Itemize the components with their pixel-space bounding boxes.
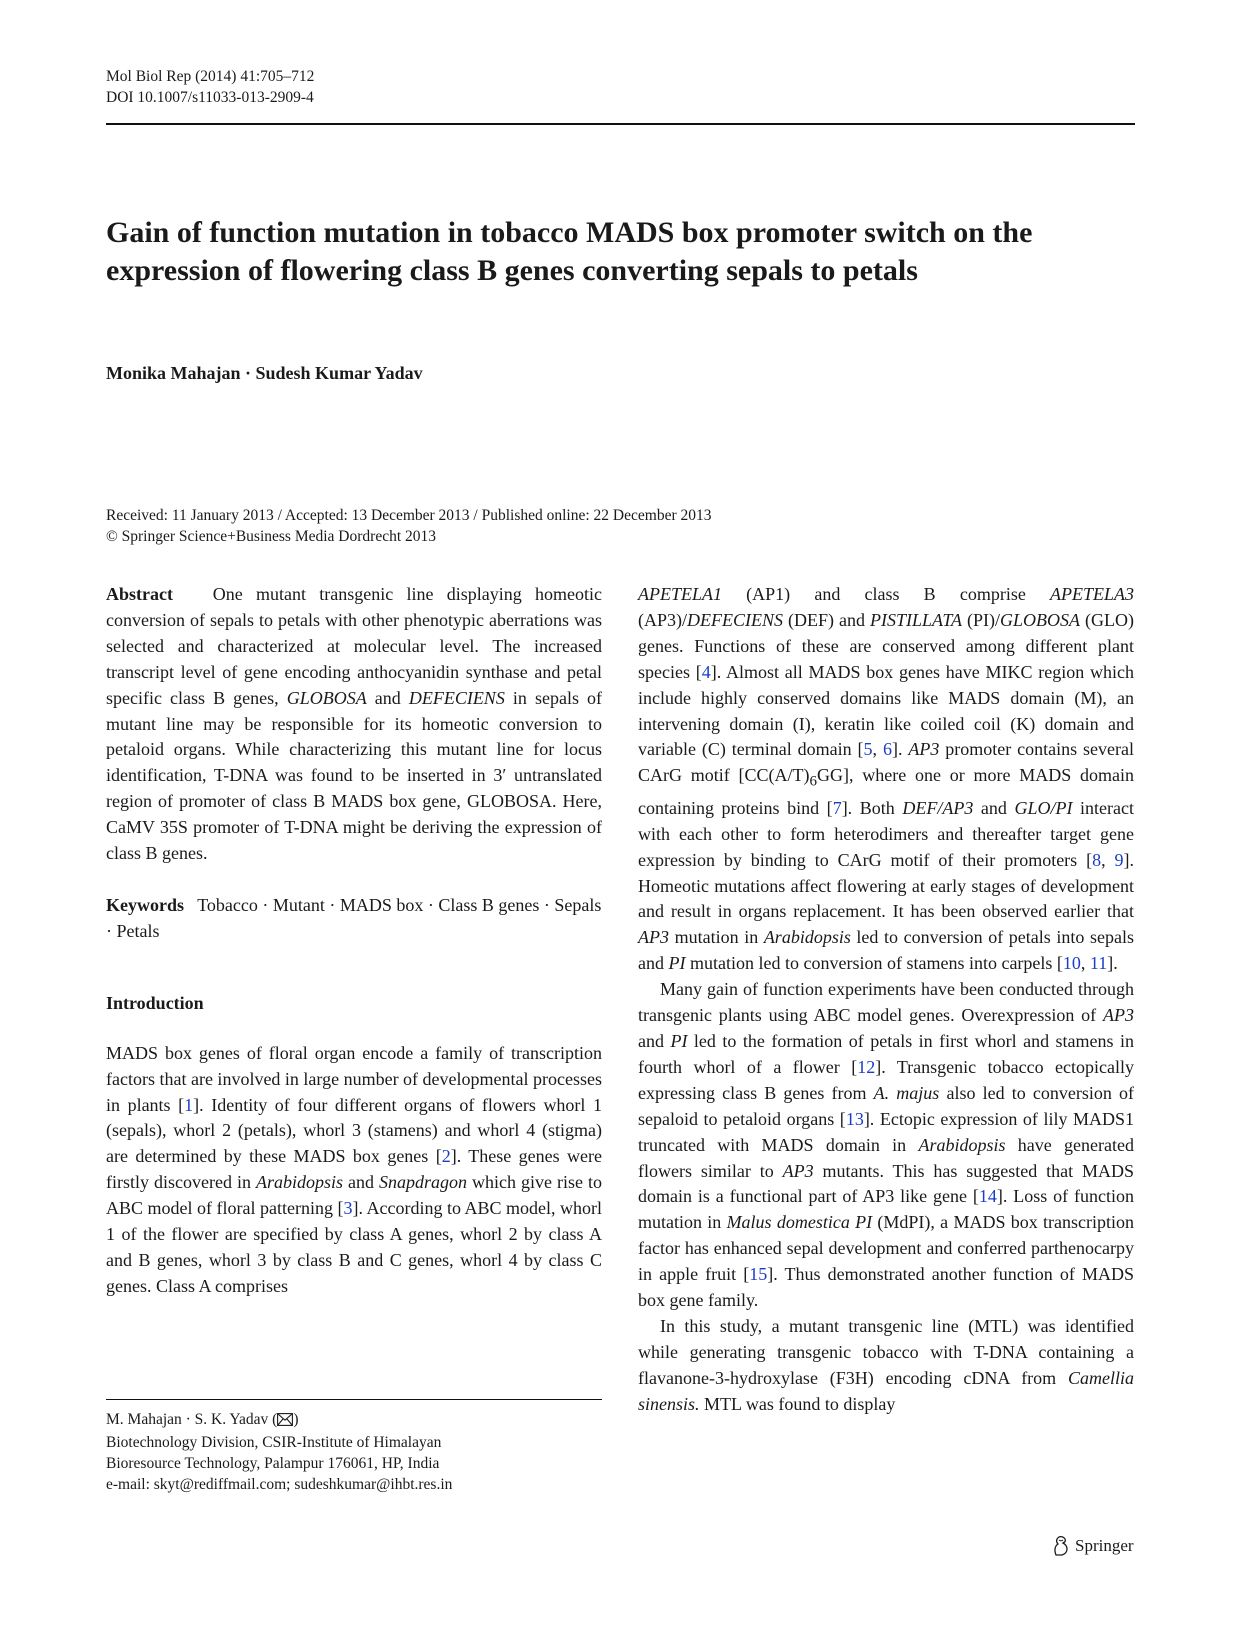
italic-run: Arabidopsis (763, 927, 851, 948)
affiliation-email[interactable]: e-mail: skyt@rediffmail.com; sudeshkumar@ihbt.res.in (106, 1476, 453, 1493)
ref-link[interactable]: 1 (184, 1094, 194, 1115)
text-run: In this study, a mutant transgenic line (MTL) was identified while generating transgenic tobacco with T-DNA containing a flavanone-3-hydroxylase (F3H) encoding cDNA from (638, 1315, 1134, 1388)
ref-link[interactable]: 3 (343, 1198, 353, 1219)
text-run: (PI)/ (962, 609, 1001, 630)
text-run: , (1080, 953, 1090, 974)
italic-run: AP3 (782, 1160, 814, 1181)
text-run: ]. Both (841, 797, 903, 818)
text-run: MTL was found to display (699, 1393, 896, 1414)
history-dates: Received: 11 January 2013 / Accepted: 13 December 2013 / Published online: 22 December 2013 (106, 507, 712, 524)
italic-run: AP3 (908, 739, 940, 760)
text-run: also led to conversion of sepaloid to petaloid organs [ (638, 1082, 1135, 1129)
text-run: interact with each other to form heterodimers and thereafter target gene expression by binding to CArG motif of their promoters [ (638, 797, 1135, 870)
italic-run: Camellia sinensis. (638, 1367, 1134, 1414)
affiliation-institute: Biotechnology Division, CSIR-Institute of Himalayan (106, 1434, 442, 1451)
ref-link[interactable]: 4 (701, 661, 711, 682)
text-run: ]. Homeotic mutations affect flowering at early stages of development and result in organs replacement. It has been observed earlier that (638, 849, 1134, 922)
text-run: (AP1) and class B comprise (722, 584, 1050, 604)
introduction-heading: Introduction (106, 992, 204, 1013)
right-column (638, 582, 1134, 1418)
subscript: 6 (809, 773, 818, 790)
italic-run: GLOBOSA (1000, 609, 1081, 630)
text-run: (DEF) and (783, 609, 870, 630)
copyright: © Springer Science+Business Media Dordrecht 2013 (106, 528, 437, 545)
ref-link[interactable]: 2 (441, 1146, 451, 1167)
text-run: and (343, 1172, 379, 1193)
text-run: led to conversion of petals into sepals and (638, 927, 1134, 974)
journal-header (106, 66, 314, 108)
publisher-logo (1050, 1535, 1134, 1557)
text-run: MADS box genes of floral organ encode a family of transcription factors that are involved in large number of developmental processes in plants [ (106, 1042, 602, 1115)
intro-paragraph-1-continued (638, 582, 1134, 977)
authors: Monika Mahajan · Sudesh Kumar Yadav (106, 363, 423, 383)
text-run: mutants. This has suggested that MADS domain is a functional part of AP3 like gene [ (638, 1160, 1134, 1207)
italic-run: DEFECIENS (687, 609, 783, 630)
abstract-text: in sepals of mutant line may be responsible for its homeotic conversion to petaloid organs. While characterizing this mutant line for locus identification, T-DNA was found to be inserted in 3′ untranslated region of promoter of class B MADS box gene, GLOBOSA. Here, CaMV 35S promoter of T-DNA might be deriving the expression of class B genes. (106, 687, 602, 864)
ref-link[interactable]: 5 (863, 739, 873, 760)
affiliation-names (106, 1409, 602, 1432)
text-run: ]. Identity of four different organs of flowers whorl 1 (sepals), whorl 2 (petals), whorl 3 (stamens) and whorl 4 (stigma) are determined by these MADS box genes [ (106, 1094, 603, 1167)
ref-link[interactable]: 7 (832, 797, 842, 818)
text-run: which give rise to ABC model of floral patterning [ (106, 1172, 602, 1219)
abstract-heading: Abstract (106, 584, 173, 604)
affiliation-names-text: M. Mahajan · S. K. Yadav ( (106, 1411, 278, 1428)
springer-horse-icon (1050, 1535, 1070, 1557)
italic-run: AP3 (1103, 1005, 1134, 1026)
text-run: ]. Loss of function mutation in (638, 1186, 1135, 1233)
text-run: ]. These genes were firstly discovered in (106, 1146, 602, 1193)
publication-history (106, 505, 711, 547)
text-run: mutation led to conversion of stamens into carpels [ (685, 953, 1063, 974)
header-rule (106, 123, 1135, 125)
italic-run: PI (670, 1031, 688, 1051)
ref-link[interactable]: 9 (1114, 849, 1124, 870)
text-run: promoter contains several CArG motif [CC(A/T) (638, 739, 1135, 786)
text-run: (AP3)/ (638, 609, 687, 630)
intro-paragraph-1 (106, 1041, 602, 1300)
text-run: ]. Thus demonstrated another function of MADS box gene family. (638, 1264, 1135, 1311)
text-run: ]. Ectopic expression of lily MADS1 truncated with MADS domain in (638, 1108, 1135, 1155)
text-run: , (872, 739, 883, 760)
text-run: ]. Transgenic tobacco ectopically expressing class B genes from (638, 1056, 1134, 1103)
affiliation (106, 1409, 602, 1495)
affiliation-names-end: ) (293, 1411, 299, 1428)
italic-run: Malus domestica PI (726, 1212, 873, 1233)
text-run: (MdPI), a MADS box transcription factor has enhanced sepal development and conferred parthenocarpy in apple fruit [ (638, 1212, 1134, 1285)
keywords (106, 893, 602, 945)
text-run: mutation in (669, 927, 764, 948)
keywords-heading: Keywords (106, 894, 184, 915)
affiliation-location: Bioresource Technology, Palampur 176061, HP, India (106, 1455, 440, 1472)
text-run: , (1101, 849, 1115, 870)
ref-link[interactable]: 11 (1089, 953, 1108, 974)
text-run: ]. According to ABC model, whorl 1 of the flower are specified by class A genes, whorl 2 by class A and B genes, whorl 3 by class B and C genes, whorl 4 by class C genes. Class A comprises (106, 1198, 602, 1296)
abstract (106, 582, 602, 867)
italic-run: APETELA3 (1050, 584, 1134, 604)
article-title: Gain of function mutation in tobacco MADS box promoter switch on the expression of flowering class B genes converting sepals to petals (106, 216, 1033, 287)
text-run: ]. Almost all MADS box genes have MIKC region which include highly conserved domains like MADS domain (M), an intervening domain (I), keratin like coiled coil (K) domain and variable (C) terminal domain [ (638, 661, 1134, 760)
italic-run: Snapdragon (379, 1172, 468, 1193)
italic-run: GLO/PI (1014, 797, 1073, 818)
italic-run: Arabidopsis (255, 1172, 343, 1193)
intro-paragraph-3 (638, 1314, 1134, 1418)
italic-run: PI (668, 953, 686, 974)
text-run: and (638, 1031, 671, 1051)
ref-link[interactable]: 14 (978, 1186, 997, 1207)
abstract-italic: GLOBOSA (286, 687, 367, 708)
italic-run: Arabidopsis (918, 1134, 1006, 1155)
italic-run: PISTILLATA (870, 609, 963, 630)
abstract-italic: DEFECIENS (408, 687, 505, 708)
ref-link[interactable]: 12 (857, 1056, 876, 1077)
intro-paragraph-2 (638, 977, 1134, 1314)
envelope-icon[interactable] (277, 1411, 293, 1432)
text-run: have generated flowers similar to (638, 1134, 1134, 1181)
text-run: ]. (891, 739, 909, 760)
text-run: GG], where one or more MADS domain containing proteins bind [ (638, 765, 1135, 818)
ref-link[interactable]: 8 (1092, 849, 1102, 870)
abstract-text: One mutant transgenic line displaying homeotic conversion of sepals to petals with other phenotypic aberrations was selected and characterized at molecular level. The increased transcript level of gene encoding anthocyanidin synthase and petal specific class B genes, (106, 584, 603, 708)
abstract-text: and (366, 687, 409, 708)
keywords-text: Tobacco · Mutant · MADS box · Class B genes · Sepals · Petals (106, 894, 602, 941)
italic-run: DEF/AP3 (902, 797, 974, 818)
text-run: led to the formation of petals in first whorl and stamens in fourth whorl of a flower [ (638, 1031, 1134, 1077)
italic-run: APETELA1 (638, 584, 722, 604)
footnote-rule (106, 1399, 602, 1400)
left-column (106, 582, 602, 1300)
text-run: ]. (1107, 953, 1118, 974)
ref-link[interactable]: 6 (882, 739, 892, 760)
publisher-name: Springer (1075, 1536, 1134, 1555)
text-run: Many gain of function experiments have been conducted through transgenic plants using ABC model genes. Overexpression of (638, 979, 1134, 1026)
doi: DOI 10.1007/s11033-013-2909-4 (106, 89, 314, 106)
journal-citation: Mol Biol Rep (2014) 41:705–712 (106, 68, 315, 85)
ref-link[interactable]: 13 (845, 1108, 864, 1129)
text-run: (GLO) genes. Functions of these are conserved among different plant species [ (638, 609, 1135, 682)
ref-link[interactable]: 15 (749, 1264, 768, 1285)
text-run: and (973, 797, 1015, 818)
ref-link[interactable]: 10 (1062, 953, 1081, 974)
italic-run: AP3 (638, 927, 669, 948)
italic-run: A. majus (873, 1082, 940, 1103)
